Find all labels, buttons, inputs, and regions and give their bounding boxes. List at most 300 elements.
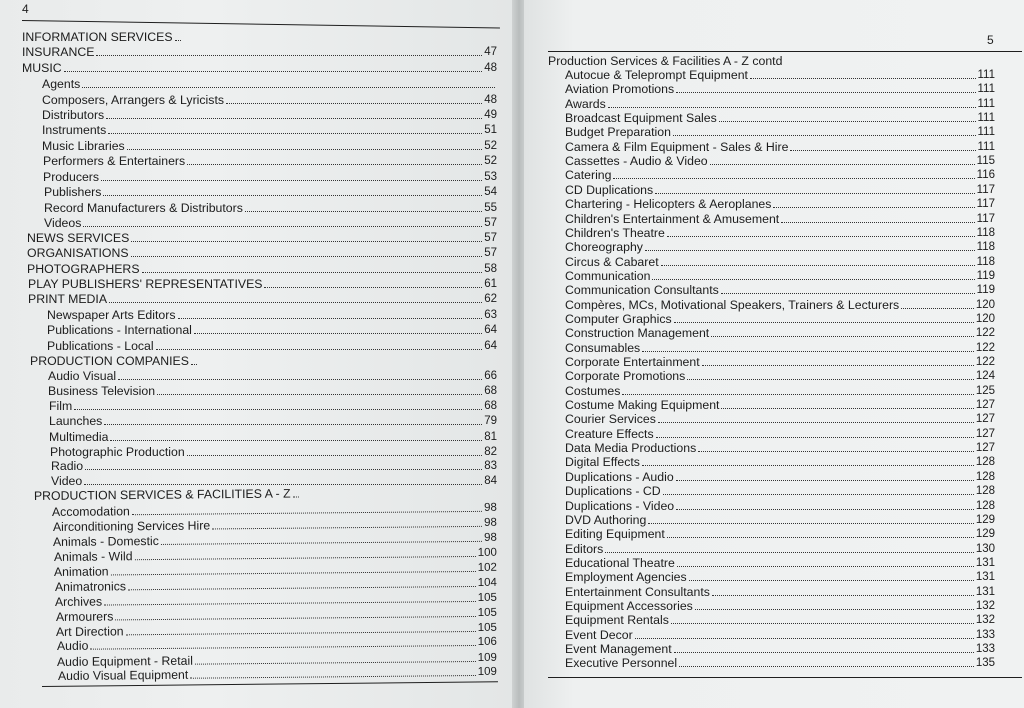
toc-entry-label: MUSIC xyxy=(22,61,62,75)
dot-leader xyxy=(656,437,974,438)
toc-entry xyxy=(565,326,995,340)
toc-entry-label: Animals - Wild xyxy=(53,549,133,564)
toc-list xyxy=(524,0,1024,708)
toc-entry-label: Animation xyxy=(53,564,109,579)
dot-leader xyxy=(115,616,475,620)
dot-leader xyxy=(178,318,483,319)
toc-entry xyxy=(27,262,497,276)
dot-leader xyxy=(687,379,974,380)
toc-entry-label: Creature Effects xyxy=(565,426,654,441)
toc-entry-label: Executive Personnel xyxy=(565,656,678,671)
toc-entry-label: Awards xyxy=(565,96,606,111)
toc-entry xyxy=(565,82,995,96)
toc-entry-page: 125 xyxy=(975,384,995,397)
toc-entry xyxy=(565,125,995,139)
toc-entry-page: 105 xyxy=(477,591,497,604)
toc-entry-label: Performers & Entertainers xyxy=(43,154,186,168)
toc-entry xyxy=(51,459,497,473)
toc-entry-label: Corporate Entertainment xyxy=(565,355,700,369)
toc-entry-page: 119 xyxy=(976,269,995,282)
toc-entry xyxy=(49,399,497,413)
dot-leader xyxy=(719,121,976,122)
toc-entry-page: 105 xyxy=(477,606,497,619)
toc-entry-label: Film xyxy=(49,399,73,413)
dot-leader xyxy=(635,638,974,639)
toc-entry-page: 63 xyxy=(484,309,497,321)
dot-leader xyxy=(698,451,974,452)
toc-entry xyxy=(565,398,995,412)
toc-entry-page: 61 xyxy=(484,278,497,290)
toc-entry xyxy=(565,312,995,326)
dot-leader xyxy=(245,211,482,212)
toc-entry xyxy=(565,628,995,642)
dot-leader xyxy=(674,322,974,323)
toc-entry-page: 127 xyxy=(975,413,995,426)
toc-entry xyxy=(565,183,995,197)
toc-entry xyxy=(565,240,995,254)
toc-entry-label: Video xyxy=(51,474,83,488)
toc-entry-label: Broadcast Equipment Sales xyxy=(565,111,717,126)
dot-leader xyxy=(104,424,482,425)
toc-entry-page: 133 xyxy=(975,643,995,655)
toc-entry xyxy=(43,170,497,184)
toc-entry xyxy=(565,585,995,599)
dot-leader xyxy=(110,440,482,441)
toc-entry-page: 83 xyxy=(484,460,497,472)
toc-entry-page: 82 xyxy=(484,446,497,458)
dot-leader xyxy=(901,308,974,309)
toc-entry-page: 111 xyxy=(977,140,995,153)
toc-entry xyxy=(565,470,995,484)
toc-entry-page: 131 xyxy=(975,585,995,598)
toc-entry-label: Construction Management xyxy=(565,326,710,341)
toc-entry-label: Audio Equipment - Retail xyxy=(56,653,194,669)
toc-entry xyxy=(565,255,995,269)
toc-entry xyxy=(565,570,995,584)
toc-entry-label: NEWS SERVICES xyxy=(27,231,130,245)
dot-leader xyxy=(710,164,975,165)
toc-entry-page: 128 xyxy=(975,470,995,483)
toc-entry-page: 124 xyxy=(975,370,995,383)
toc-entry-page: 128 xyxy=(975,456,995,469)
dot-leader xyxy=(128,586,476,590)
toc-entry xyxy=(565,441,995,455)
toc-entry xyxy=(49,414,497,428)
toc-entry xyxy=(43,154,497,168)
toc-entry xyxy=(565,212,995,226)
toc-entry xyxy=(565,197,995,211)
toc-entry-page: 98 xyxy=(484,501,497,514)
toc-entry-label: ORGANISATIONS xyxy=(27,246,129,260)
toc-entry-label: Circus & Cabaret xyxy=(565,254,659,269)
toc-entry-page: 57 xyxy=(484,232,497,244)
toc-entry-page: 117 xyxy=(976,198,995,211)
dot-leader xyxy=(663,494,974,495)
dot-leader xyxy=(84,484,482,485)
toc-entry-page: 64 xyxy=(484,324,497,336)
toc-entry-label: Consumables xyxy=(565,340,641,355)
dot-leader xyxy=(111,571,476,576)
toc-entry xyxy=(565,369,995,383)
toc-entry xyxy=(33,486,291,503)
toc-entry-label: Entertainment Consultants xyxy=(565,584,710,599)
toc-entry-label: Archives xyxy=(54,594,103,609)
toc-entry-label: Audio Visual xyxy=(48,369,117,383)
toc-entry-label: PRODUCTION SERVICES & FACILITIES A - Z xyxy=(33,486,291,503)
dot-leader xyxy=(264,287,482,288)
toc-entry-label: Duplications - CD xyxy=(565,484,661,499)
toc-entry-label: Catering xyxy=(565,168,612,183)
toc-entry-label: Videos xyxy=(44,216,82,230)
toc-entry-page: 53 xyxy=(484,171,497,183)
toc-entry-page: 55 xyxy=(484,202,497,214)
toc-entry xyxy=(44,185,497,199)
toc-entry-label: Equipment Rentals xyxy=(565,613,669,628)
toc-entry-page: 109 xyxy=(477,665,497,678)
toc-entry-label: PHOTOGRAPHERS xyxy=(27,262,140,276)
toc-entry xyxy=(42,123,497,137)
dot-leader xyxy=(195,661,476,665)
toc-entry-page: 127 xyxy=(975,442,995,455)
toc-entry-page: 111 xyxy=(977,97,995,110)
toc-entry xyxy=(565,355,995,369)
toc-entry-label: Duplications - Audio xyxy=(565,469,674,484)
toc-entry-label: Airconditioning Services Hire xyxy=(52,518,211,534)
toc-entry-page: 122 xyxy=(975,341,995,354)
toc-entry xyxy=(22,45,497,59)
toc-entry-label: Animatronics xyxy=(54,579,127,594)
toc-entry xyxy=(565,341,995,355)
dot-leader xyxy=(652,279,974,280)
toc-entry-page: 57 xyxy=(484,217,497,229)
toc-entry-label: Compères, MCs, Motivational Speakers, Trainers & Lecturers xyxy=(565,297,900,312)
toc-entry-page: 135 xyxy=(975,657,995,670)
toc-entry-page: 131 xyxy=(975,571,995,584)
dot-leader xyxy=(293,496,299,497)
toc-entry xyxy=(47,323,497,337)
dot-leader xyxy=(648,523,973,524)
toc-entry-label: INFORMATION SERVICES xyxy=(22,30,173,44)
toc-entry-page: 111 xyxy=(977,126,995,139)
toc-entry-label: Composers, Arrangers & Lyricists xyxy=(42,93,225,107)
toc-entry-label: Children's Entertainment & Amusement xyxy=(565,211,780,226)
toc-entry xyxy=(44,216,497,230)
dot-leader xyxy=(191,364,197,365)
toc-entry xyxy=(28,292,497,306)
toc-entry-label: Art Direction xyxy=(55,624,124,639)
toc-entry-label: Business Television xyxy=(48,384,156,398)
toc-entry-page: 47 xyxy=(484,46,497,58)
dot-leader xyxy=(212,526,482,530)
toc-entry xyxy=(22,30,173,44)
toc-entry-page: 68 xyxy=(484,385,497,397)
toc-entry-page: 122 xyxy=(975,327,995,340)
toc-entry-label: CD Duplications xyxy=(565,182,654,197)
toc-entry-label: Armourers xyxy=(55,609,114,624)
toc-entry-label: Camera & Film Equipment - Sales & Hire xyxy=(565,139,789,154)
toc-entry xyxy=(27,231,497,245)
toc-entry-label: Budget Preparation xyxy=(565,125,671,140)
toc-entry xyxy=(42,108,497,122)
toc-entry xyxy=(22,61,497,75)
dot-leader xyxy=(642,465,974,466)
dot-leader xyxy=(106,118,482,119)
dot-leader xyxy=(90,645,475,650)
toc-entry-page: 116 xyxy=(976,169,995,182)
toc-entry xyxy=(58,665,497,683)
toc-entry-page: 120 xyxy=(975,298,995,311)
toc-entry-label: Courier Services xyxy=(565,412,656,427)
toc-entry-page: 58 xyxy=(484,263,497,275)
toc-entry xyxy=(44,201,497,215)
toc-entry-label: Communication Consultants xyxy=(565,283,719,298)
dot-leader xyxy=(642,351,974,352)
toc-entry-page: 132 xyxy=(975,614,995,627)
dot-leader xyxy=(132,511,482,515)
toc-entry xyxy=(565,298,995,312)
toc-entry-label: Publications - Local xyxy=(47,339,154,353)
toc-entry-label: Multimedia xyxy=(49,430,109,444)
toc-entry-page: 120 xyxy=(975,312,995,325)
toc-entry-page: 117 xyxy=(976,212,995,225)
toc-entry xyxy=(42,93,497,107)
toc-entry-page: 131 xyxy=(975,556,995,569)
toc-entry xyxy=(42,139,497,153)
toc-entry xyxy=(565,283,995,297)
dot-leader xyxy=(64,71,483,72)
section-heading: Production Services & Facilities A - Z contd xyxy=(548,54,783,68)
dot-leader xyxy=(677,566,974,567)
dot-leader xyxy=(135,556,476,560)
dot-leader xyxy=(721,293,975,294)
toc-entry-page: 111 xyxy=(977,83,995,96)
toc-entry xyxy=(565,168,995,182)
toc-entry-page: 118 xyxy=(976,226,995,239)
dot-leader xyxy=(131,256,483,257)
toc-entry xyxy=(565,140,995,154)
dot-leader xyxy=(679,666,974,667)
dot-leader xyxy=(108,133,482,134)
toc-entry xyxy=(565,499,995,513)
toc-entry-label: Animals - Domestic xyxy=(52,533,159,549)
toc-entry-label: Publishers xyxy=(44,185,102,199)
dot-leader xyxy=(645,250,975,251)
toc-entry xyxy=(42,77,497,91)
toc-entry-label: Accomodation xyxy=(51,504,130,519)
toc-entry-page: 127 xyxy=(975,427,995,440)
dot-leader xyxy=(790,150,975,151)
right-page xyxy=(524,0,1024,708)
toc-entry-page: 129 xyxy=(975,513,995,526)
toc-entry-page: 122 xyxy=(975,356,995,368)
toc-entry xyxy=(565,455,995,469)
toc-entry-label: Audio Visual Equipment xyxy=(57,667,189,683)
toc-entry-label: Editing Equipment xyxy=(565,527,665,542)
toc-entry xyxy=(30,354,189,368)
dot-leader xyxy=(674,652,974,653)
dot-leader xyxy=(74,409,482,410)
toc-entry-label: Computer Graphics xyxy=(565,311,672,326)
toc-entry-label: Cassettes - Audio & Video xyxy=(565,154,708,169)
toc-entry-page: 128 xyxy=(975,499,995,512)
toc-entry-page: 49 xyxy=(484,109,497,121)
toc-entry-page: 52 xyxy=(484,155,497,167)
toc-entry xyxy=(47,308,497,322)
toc-entry xyxy=(565,68,995,82)
toc-entry-label: INSURANCE xyxy=(22,45,95,59)
toc-entry-page: 81 xyxy=(484,431,497,443)
toc-entry xyxy=(565,613,995,627)
dot-leader xyxy=(131,241,482,242)
dot-leader xyxy=(676,92,975,93)
toc-entry xyxy=(57,635,497,653)
toc-entry-label: Costumes xyxy=(565,383,621,398)
toc-entry-label: Audio xyxy=(56,638,89,653)
toc-entry-label: Equipment Accessories xyxy=(565,598,693,613)
dot-leader xyxy=(226,103,482,104)
dot-leader xyxy=(667,537,974,538)
toc-entry-label: Event Management xyxy=(565,642,672,656)
toc-entry-page: 132 xyxy=(975,599,995,612)
toc-entry-label: Music Libraries xyxy=(42,139,125,153)
page-number: 5 xyxy=(987,33,994,47)
dot-leader xyxy=(82,87,495,88)
toc-entry-label: Duplications - Video xyxy=(565,498,675,513)
toc-entry-page: 111 xyxy=(977,69,995,81)
toc-entry xyxy=(565,97,995,111)
toc-entry-label: DVD Authoring xyxy=(565,512,647,527)
dot-leader xyxy=(671,623,974,624)
toc-entry-label: PRINT MEDIA xyxy=(28,292,108,306)
toc-entry-page: 62 xyxy=(484,293,497,305)
toc-entry xyxy=(565,427,995,441)
dot-leader xyxy=(622,394,973,395)
toc-entry-page: 52 xyxy=(484,140,497,152)
toc-entry-page: 127 xyxy=(975,399,995,412)
dot-leader xyxy=(711,336,974,337)
toc-entry-page: 98 xyxy=(484,531,497,544)
dot-leader xyxy=(667,236,975,237)
toc-entry-page: 118 xyxy=(976,241,995,254)
toc-entry xyxy=(565,599,995,613)
toc-entry-label: Editors xyxy=(565,541,604,556)
toc-entry-page: 64 xyxy=(484,340,497,352)
dot-leader xyxy=(109,302,482,303)
toc-entry-label: Employment Agencies xyxy=(565,570,687,585)
dot-leader xyxy=(750,78,976,79)
toc-entry xyxy=(565,656,995,670)
toc-entry-label: Instruments xyxy=(42,123,107,137)
dot-leader xyxy=(85,469,482,470)
toc-entry xyxy=(565,556,995,570)
toc-entry xyxy=(27,246,497,260)
toc-entry xyxy=(48,369,497,383)
dot-leader xyxy=(781,222,974,223)
toc-entry xyxy=(565,642,995,656)
toc-entry-label: Autocue & Teleprompt Equipment xyxy=(565,68,748,82)
toc-entry-page: 48 xyxy=(484,94,497,106)
toc-entry-label: Chartering - Helicopters & Aeroplanes xyxy=(565,197,772,212)
dot-leader xyxy=(689,580,974,581)
toc-entry xyxy=(565,226,995,240)
toc-entry-label: Radio xyxy=(51,459,84,473)
toc-entry-page: 84 xyxy=(484,475,497,487)
dot-leader xyxy=(655,193,974,194)
toc-entry-label: Event Decor xyxy=(565,627,633,642)
toc-entry-page: 130 xyxy=(975,542,995,555)
bottom-rule xyxy=(548,677,1022,678)
toc-entry-page: 66 xyxy=(484,370,497,382)
toc-entry-page: 118 xyxy=(976,255,995,268)
toc-entry xyxy=(28,277,497,291)
toc-entry xyxy=(565,111,995,125)
dot-leader xyxy=(608,107,976,108)
toc-entry xyxy=(565,384,995,398)
toc-entry-page: 104 xyxy=(477,576,497,589)
toc-entry-label: Children's Theatre xyxy=(565,225,665,240)
dot-leader xyxy=(96,55,482,56)
dot-leader xyxy=(156,349,483,350)
toc-entry-page: 100 xyxy=(477,546,497,559)
toc-entry-label: Launches xyxy=(49,414,103,428)
toc-entry xyxy=(565,527,995,541)
toc-entry-label: Costume Making Equipment xyxy=(565,398,720,413)
toc-entry-page: 133 xyxy=(975,628,995,641)
toc-entry xyxy=(565,484,995,498)
dot-leader xyxy=(190,675,475,679)
toc-entry-page: 98 xyxy=(484,516,497,529)
toc-entry-label: Producers xyxy=(43,170,100,184)
dot-leader xyxy=(721,408,973,409)
dot-leader xyxy=(161,541,482,545)
toc-entry-page: 68 xyxy=(484,400,497,412)
toc-entry-label: Agents xyxy=(42,77,81,91)
dot-leader xyxy=(676,480,974,481)
dot-leader xyxy=(157,394,482,395)
toc-entry-page: 105 xyxy=(477,621,497,634)
toc-entry xyxy=(48,384,497,398)
toc-entry-page: 79 xyxy=(484,415,497,427)
dot-leader xyxy=(702,365,974,366)
toc-entry xyxy=(50,445,497,459)
toc-entry-label: Communication xyxy=(565,268,651,283)
dot-leader xyxy=(103,195,482,196)
toc-entry-label: Newspaper Arts Editors xyxy=(47,308,176,322)
toc-entry-label: Record Manufacturers & Distributors xyxy=(44,201,243,215)
dot-leader xyxy=(187,164,482,165)
toc-entry xyxy=(47,339,497,353)
dot-leader xyxy=(83,226,482,227)
dot-leader xyxy=(187,455,483,456)
toc-entry-label: Photographic Production xyxy=(50,445,185,459)
dot-leader xyxy=(142,272,483,273)
toc-entry-page: 128 xyxy=(975,485,995,498)
dot-leader xyxy=(613,178,974,179)
toc-entry-page: 54 xyxy=(484,186,497,198)
toc-entry xyxy=(565,513,995,527)
dot-leader xyxy=(676,509,974,510)
toc-entry-page: 102 xyxy=(477,561,497,574)
dot-leader xyxy=(104,601,476,606)
dot-leader xyxy=(101,180,482,181)
dot-leader xyxy=(118,379,482,380)
toc-entry-page: 51 xyxy=(484,124,497,136)
page-number: 4 xyxy=(22,2,29,16)
toc-entry-page: 111 xyxy=(977,112,995,125)
toc-entry xyxy=(565,412,995,426)
toc-entry-label: Choreography xyxy=(565,240,643,255)
toc-entry-label: Distributors xyxy=(42,108,105,122)
